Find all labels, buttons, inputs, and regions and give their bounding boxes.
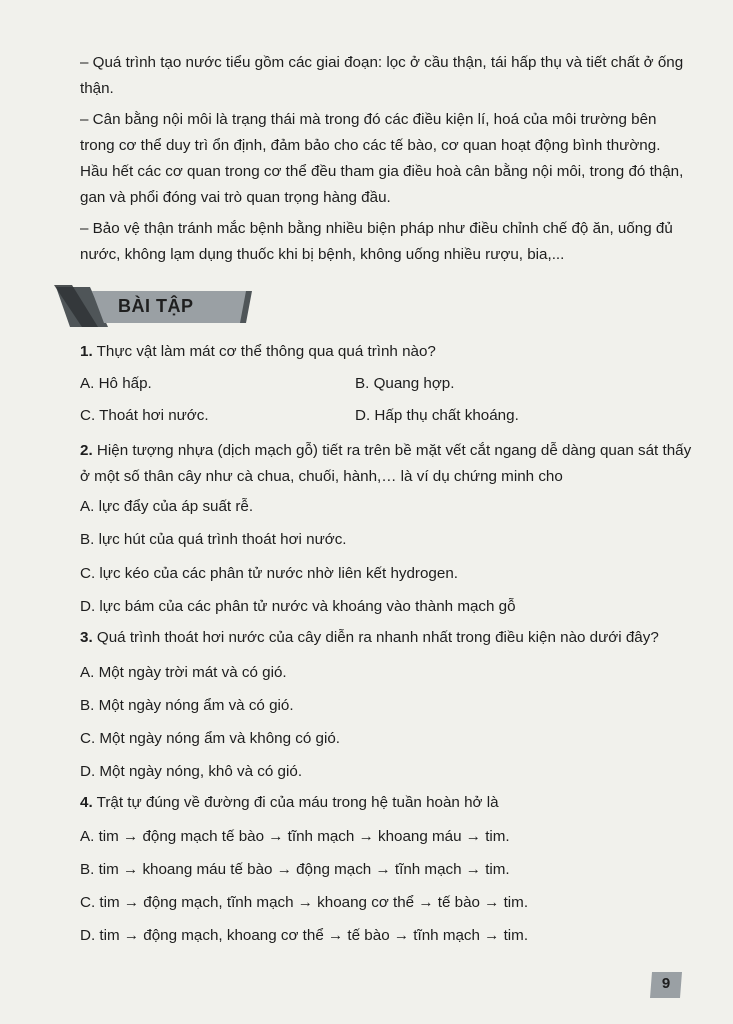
question-3-option-a: A. Một ngày trời mát và có gió. [80,664,287,681]
question-1-option-c: C. Thoát hơi nước. [80,407,209,424]
question-number: 1. [80,343,93,360]
summary-paragraph-homeostasis: – Cân bằng nội môi là trạng thái mà trong đó các điều kiện lí, hoá của môi trường bên trong cơ thể duy trì ổn định, đảm bảo cho các tế bào, cơ quan hoạt động bình thường. Hầu hết các cơ quan trong cơ thể đều tham gia điều hoà cân bằng nội môi, trong đó thận, gan và phổi đóng vai trò quan trọng hàng đầu. [80,111,684,206]
question-1 [80,339,692,365]
page-number-badge [648,970,684,1000]
question-3-option-c: C. Một ngày nóng ẩm và không có gió. [80,730,341,747]
question-2-option-a: A. lực đẩy của áp suất rễ. [80,498,254,515]
question-4-option-a: A. tim → động mạch tế bào → tĩnh mạch → khoang máu → tim. [80,828,510,845]
question-number: 2. [80,442,93,459]
question-1-option-b: B. Quang hợp. [355,375,455,392]
question-2 [80,438,692,490]
question-2-option-d: D. lực bám của các phân tử nước và khoáng vào thành mạch gỗ [80,598,516,615]
question-4 [80,790,692,816]
question-4-option-d: D. tim → động mạch, khoang cơ thể → tế bào → tĩnh mạch → tim. [80,927,529,944]
question-4-option-c: C. tim → động mạch, tĩnh mạch → khoang cơ thể → tế bào → tim. [80,894,529,911]
summary-paragraph-urine: – Quá trình tạo nước tiểu gồm các giai đoạn: lọc ở cầu thận, tái hấp thụ và tiết chất ở ống thận. [80,54,684,97]
question-text: Trật tự đúng về đường đi của máu trong hệ tuần hoàn hở là [96,794,499,811]
summary-paragraph-kidney-protection: – Bảo vệ thận tránh mắc bệnh bằng nhiều biện pháp như điều chỉnh chế độ ăn, uống đủ nước, không lạm dụng thuốc khi bị bệnh, không uống nhiều rượu, bia,... [80,220,673,263]
question-1-option-a: A. Hô hấp. [80,375,152,392]
section-heading-banner [52,283,254,329]
question-3 [80,625,692,651]
question-text: Hiện tượng nhựa (dịch mạch gỗ) tiết ra trên bề mặt vết cắt ngang dễ dàng quan sát thấy ở một số thân cây như cà chua, chuối, hành,… là ví dụ chứng minh cho [80,442,692,485]
question-3-option-b: B. Một ngày nóng ẩm và có gió. [80,697,294,714]
question-text: Thực vật làm mát cơ thể thông qua quá trình nào? [96,343,436,360]
question-number: 3. [80,629,93,646]
section-title: BÀI TẬP [118,296,194,316]
question-4-option-b: B. tim → khoang máu tế bào → động mạch → tĩnh mạch → tim. [80,861,510,878]
question-text: Quá trình thoát hơi nước của cây diễn ra nhanh nhất trong điều kiện nào dưới đây? [96,629,659,646]
question-1-option-d: D. Hấp thụ chất khoáng. [355,407,519,424]
question-2-option-c: C. lực kéo của các phân tử nước nhờ liên kết hydrogen. [80,565,458,582]
question-2-option-b: B. lực hút của quá trình thoát hơi nước. [80,531,347,548]
page-number: 9 [661,975,671,992]
question-3-option-d: D. Một ngày nóng, khô và có gió. [80,763,303,780]
question-number: 4. [80,794,93,811]
